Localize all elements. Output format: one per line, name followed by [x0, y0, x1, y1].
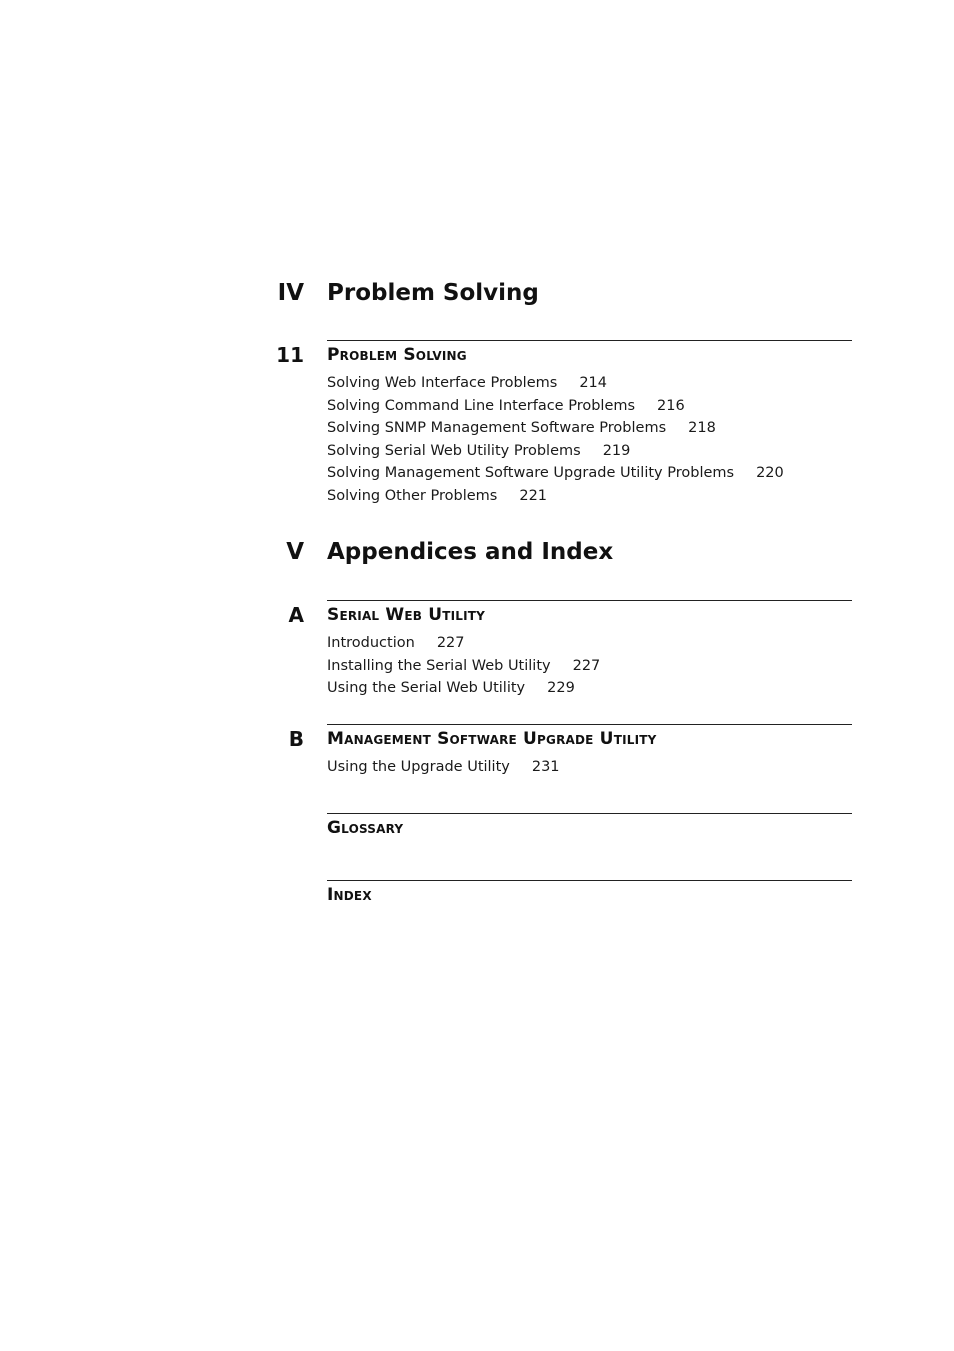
chapter-title: Problem Solving	[327, 345, 467, 365]
chapter-rule	[327, 724, 852, 725]
toc-page-number: 216	[657, 397, 685, 414]
toc-entry[interactable]	[327, 440, 784, 463]
toc-page-number: 221	[519, 487, 548, 504]
toc-page-number: 218	[688, 420, 716, 436]
chapter-rule	[327, 880, 852, 881]
toc-entry-text: Solving Other Problems	[327, 487, 498, 504]
chapter-rule	[327, 600, 852, 601]
part-number: IV	[277, 280, 304, 306]
toc-entry-list	[327, 756, 560, 779]
toc-entry[interactable]	[327, 372, 784, 395]
toc-page-number: 231	[531, 759, 560, 775]
toc-entry-text: Installing the Serial Web Utility	[327, 657, 551, 674]
chapter-number: 11	[276, 343, 304, 367]
chapter-title: Serial Web Utility	[327, 605, 486, 625]
toc-page-number: 227	[436, 635, 465, 651]
toc-page-number: 219	[602, 442, 631, 459]
toc-entry-text: Using the Serial Web Utility	[327, 680, 526, 696]
toc-entry-text: Solving SNMP Management Software Problems	[327, 420, 667, 436]
toc-entry[interactable]	[327, 417, 784, 440]
part-number: V	[286, 539, 304, 565]
toc-entry[interactable]	[327, 632, 600, 655]
toc-entry-text: Using the Upgrade Utility	[327, 759, 510, 775]
part-title: Problem Solving	[327, 280, 539, 306]
toc-entry[interactable]	[327, 655, 600, 678]
chapter-title: Management Software Upgrade Utility	[327, 729, 657, 749]
chapter-rule	[327, 340, 852, 341]
toc-page-number: 220	[756, 465, 784, 481]
chapter-number: B	[288, 727, 304, 751]
toc-entry-text: Solving Serial Web Utility Problems	[327, 442, 581, 459]
toc-entry-text: Solving Management Software Upgrade Utility Problems	[327, 465, 735, 481]
toc-entry[interactable]	[327, 485, 784, 508]
chapter-rule	[327, 813, 852, 814]
toc-page-number: 229	[547, 680, 575, 696]
toc-entry-list	[327, 372, 784, 507]
chapter-number: A	[288, 603, 304, 627]
toc-page-number: 227	[572, 657, 601, 674]
toc-entry[interactable]	[327, 756, 560, 779]
chapter-title: Index	[327, 885, 372, 905]
toc-entry-list	[327, 632, 600, 700]
toc-entry[interactable]	[327, 395, 784, 418]
chapter-title: Glossary	[327, 818, 404, 838]
toc-entry[interactable]	[327, 462, 784, 485]
part-title: Appendices and Index	[327, 539, 614, 565]
toc-entry[interactable]	[327, 677, 600, 700]
toc-entry-text: Solving Web Interface Problems	[327, 375, 558, 391]
toc-page-number: 214	[579, 375, 607, 391]
toc-entry-text: Introduction	[327, 635, 415, 651]
toc-entry-text: Solving Command Line Interface Problems	[327, 397, 636, 414]
